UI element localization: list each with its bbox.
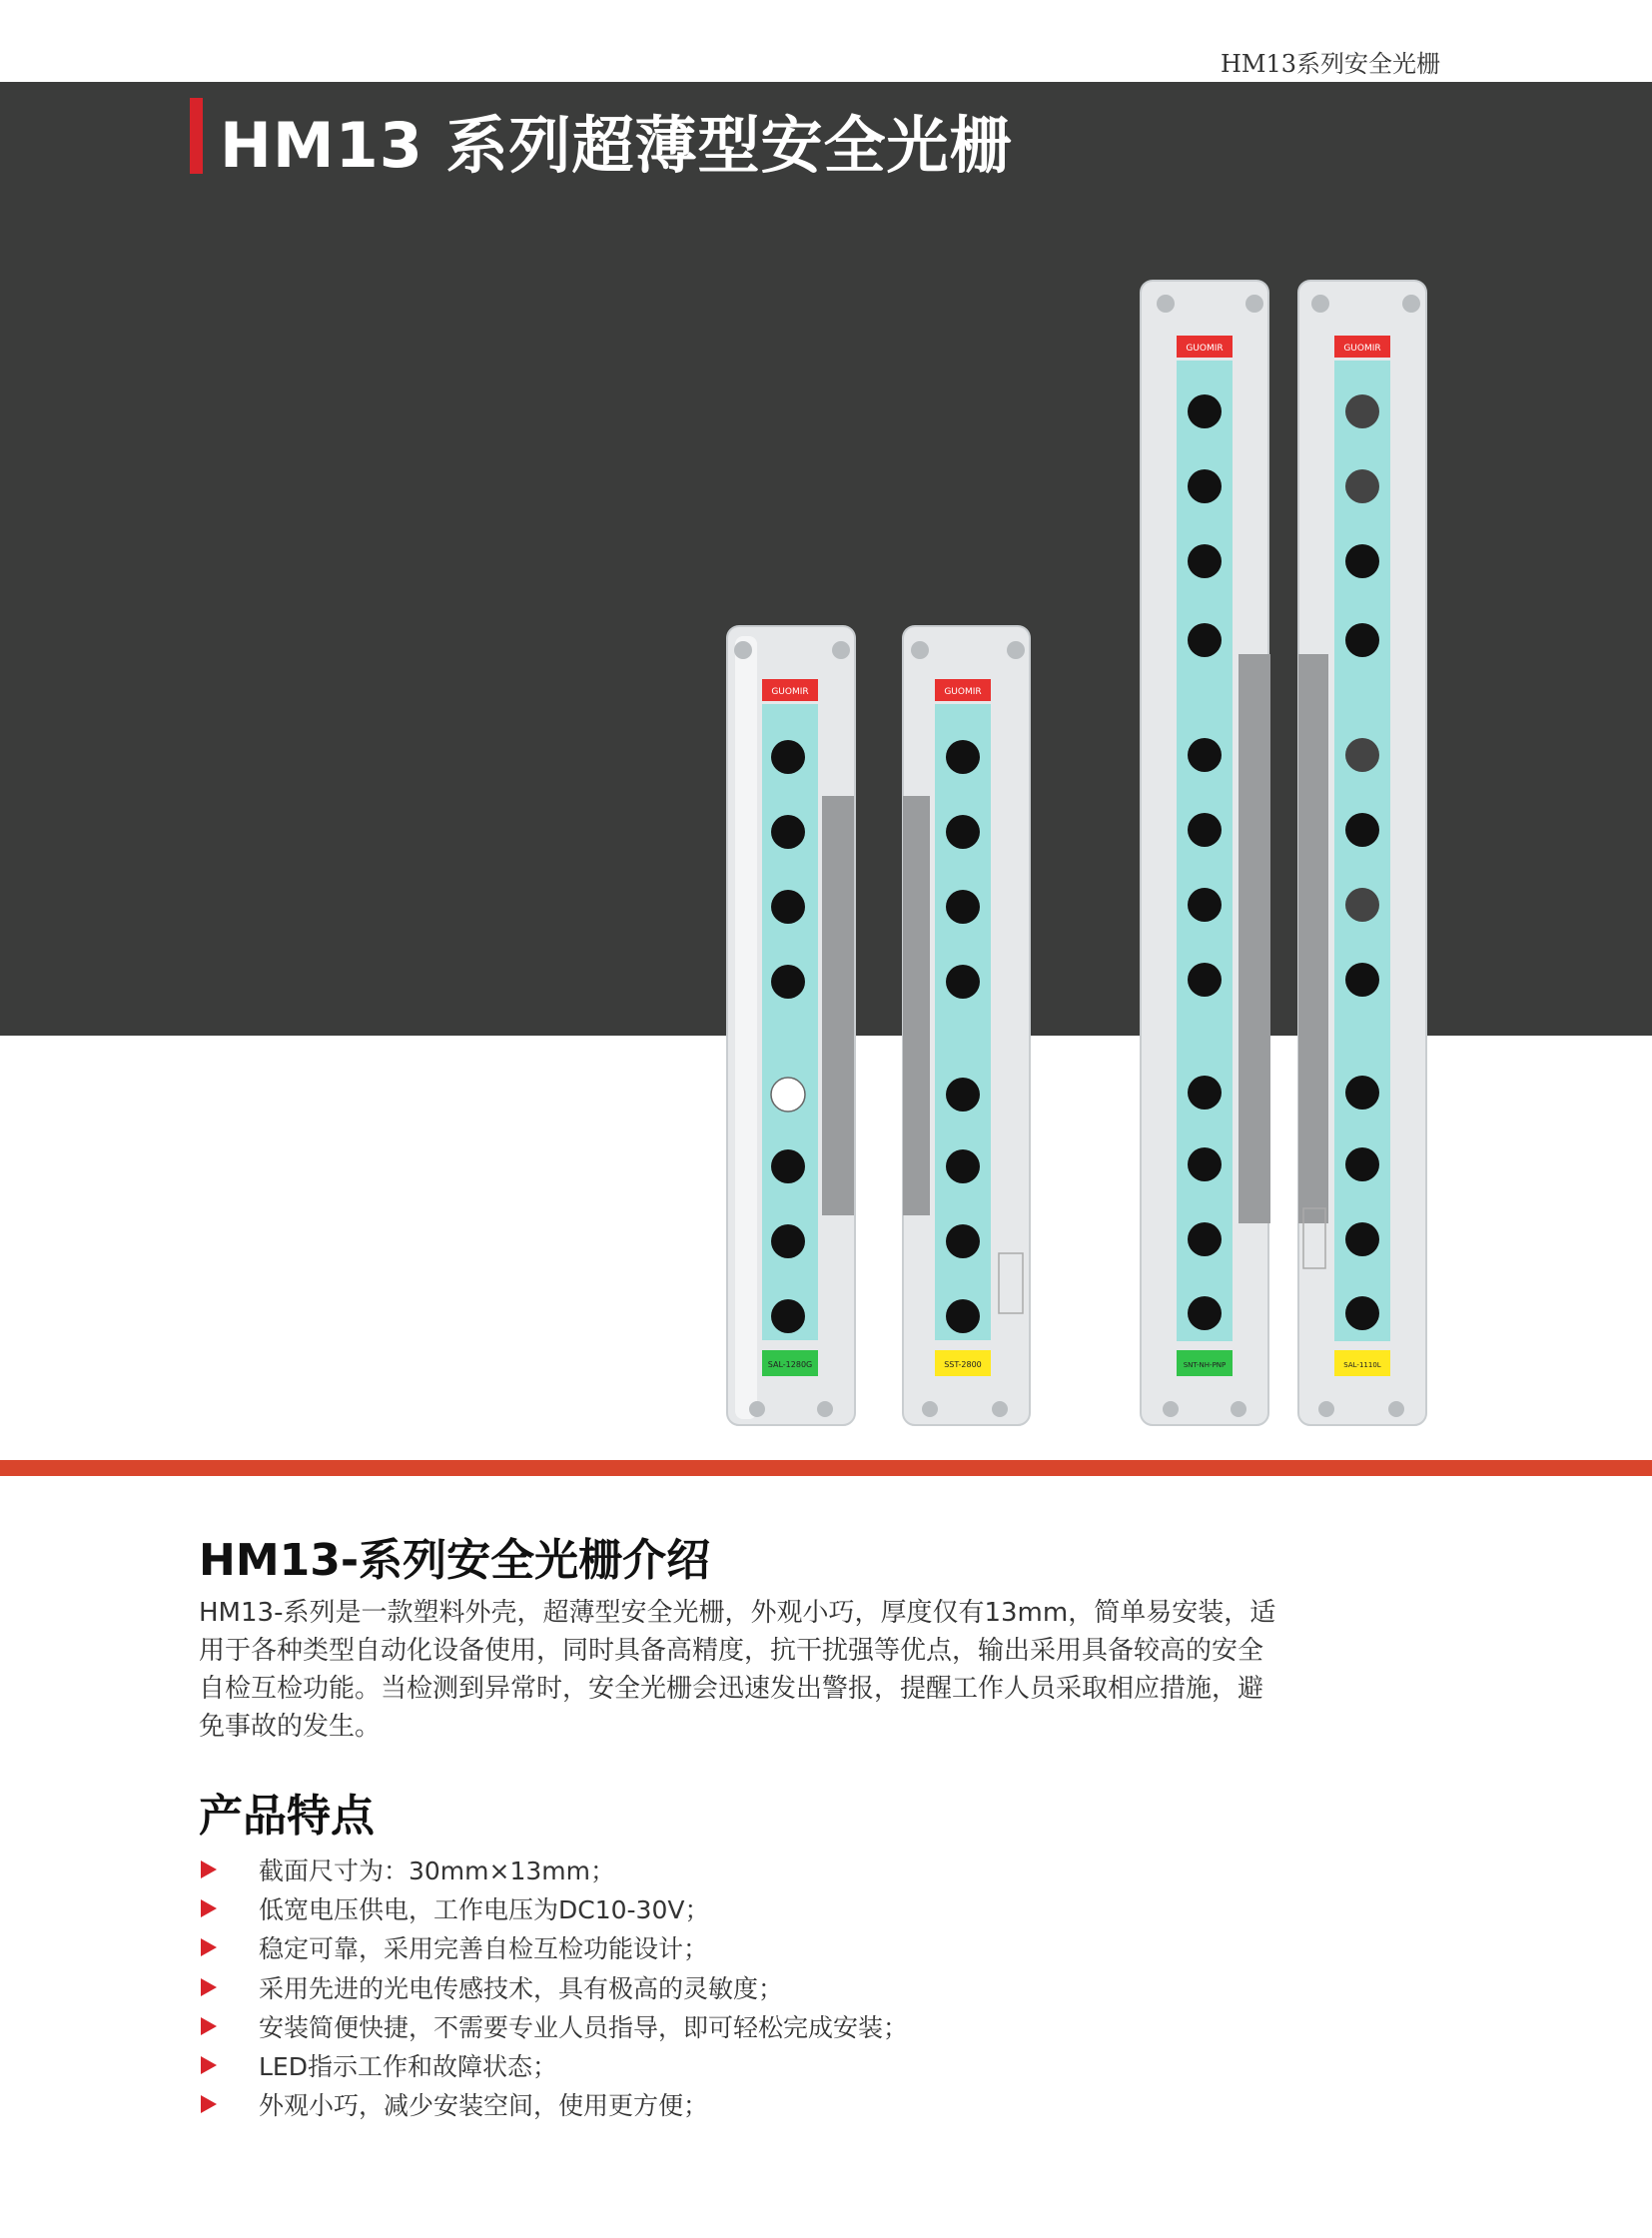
- feature-text: 低宽电压供电，工作电压为DC10-30V；: [259, 1894, 710, 1924]
- screw-icon: [1388, 1401, 1404, 1417]
- list-item: [199, 2085, 908, 2124]
- screw-icon: [734, 641, 752, 659]
- intro-heading: HM13-系列安全光栅介绍: [199, 1535, 711, 1586]
- light-curtain-unit-1: [727, 626, 855, 1425]
- light-curtain-unit-3: [1141, 281, 1270, 1425]
- screw-icon: [992, 1401, 1008, 1417]
- list-item: [199, 1967, 908, 2006]
- triangle-bullet-icon: [201, 1861, 217, 1878]
- triangle-bullet-icon: [201, 2056, 217, 2074]
- model-label: SNT-NH-PNP: [1183, 1361, 1227, 1369]
- feature-text: 稳定可靠，采用完善自检互检功能设计；: [259, 1934, 709, 1964]
- triangle-bullet-icon: [201, 1978, 217, 1996]
- feature-list: [199, 1850, 908, 2124]
- screw-icon: [749, 1401, 765, 1417]
- brand-logo: GUOMIR: [944, 687, 982, 697]
- feature-text: 安装简便快捷，不需要专业人员指导，即可轻松完成安装；: [259, 2012, 909, 2042]
- running-header: HM13系列安全光栅: [1220, 50, 1440, 78]
- list-item: [199, 2006, 908, 2045]
- list-item: [199, 1928, 908, 1967]
- brand-logo: GUOMIR: [1343, 344, 1381, 354]
- screw-icon: [1311, 295, 1329, 313]
- triangle-bullet-icon: [201, 2095, 217, 2113]
- model-label: SAL-1110L: [1343, 1361, 1381, 1369]
- screw-icon: [817, 1401, 833, 1417]
- screw-icon: [832, 641, 850, 659]
- screw-icon: [1318, 1401, 1334, 1417]
- triangle-bullet-icon: [201, 2017, 217, 2035]
- feature-text: 外观小巧，减少安装空间，使用更方便；: [259, 2091, 709, 2121]
- brand-logo: GUOMIR: [771, 687, 809, 697]
- page-title: HM13 系列超薄型安全光栅: [220, 109, 1013, 182]
- model-label: SAL-1280G: [767, 1360, 813, 1369]
- screw-icon: [1231, 1401, 1246, 1417]
- screw-icon: [1245, 295, 1263, 313]
- screw-icon: [1007, 641, 1025, 659]
- triangle-bullet-icon: [201, 1938, 217, 1956]
- screw-icon: [1402, 295, 1420, 313]
- intro-paragraph: HM13-系列是一款塑料外壳，超薄型安全光栅，外观小巧，厚度仅有13mm，简单易安装，适用于各种类型自动化设备使用，同时具备高精度，抗干扰强等优点，输出采用具备较高的安全自检互检功能。当检测到异常时，安全光栅会迅速发出警报，提醒工作人员采取相应措施，避免事故的发生。: [199, 1598, 1276, 1742]
- list-item: [199, 2045, 908, 2084]
- screw-icon: [911, 641, 929, 659]
- light-curtain-unit-4: [1298, 281, 1426, 1425]
- feature-text: LED指示工作和故障状态；: [259, 2052, 557, 2082]
- features-heading: 产品特点: [199, 1791, 375, 1842]
- feature-text: 采用先进的光电传感技术，具有极高的灵敏度；: [259, 1973, 784, 2003]
- accent-divider: [0, 1460, 1652, 1476]
- screw-icon: [922, 1401, 938, 1417]
- brand-logo: GUOMIR: [1186, 344, 1224, 354]
- light-curtain-unit-2: [903, 626, 1030, 1425]
- model-label: SST-2800: [944, 1360, 982, 1369]
- feature-text: 截面尺寸为：30mm×13mm；: [259, 1856, 615, 1885]
- screw-icon: [1163, 1401, 1179, 1417]
- triangle-bullet-icon: [201, 1899, 217, 1917]
- list-item: [199, 1850, 908, 1888]
- list-item: [199, 1888, 908, 1927]
- screw-icon: [1157, 295, 1175, 313]
